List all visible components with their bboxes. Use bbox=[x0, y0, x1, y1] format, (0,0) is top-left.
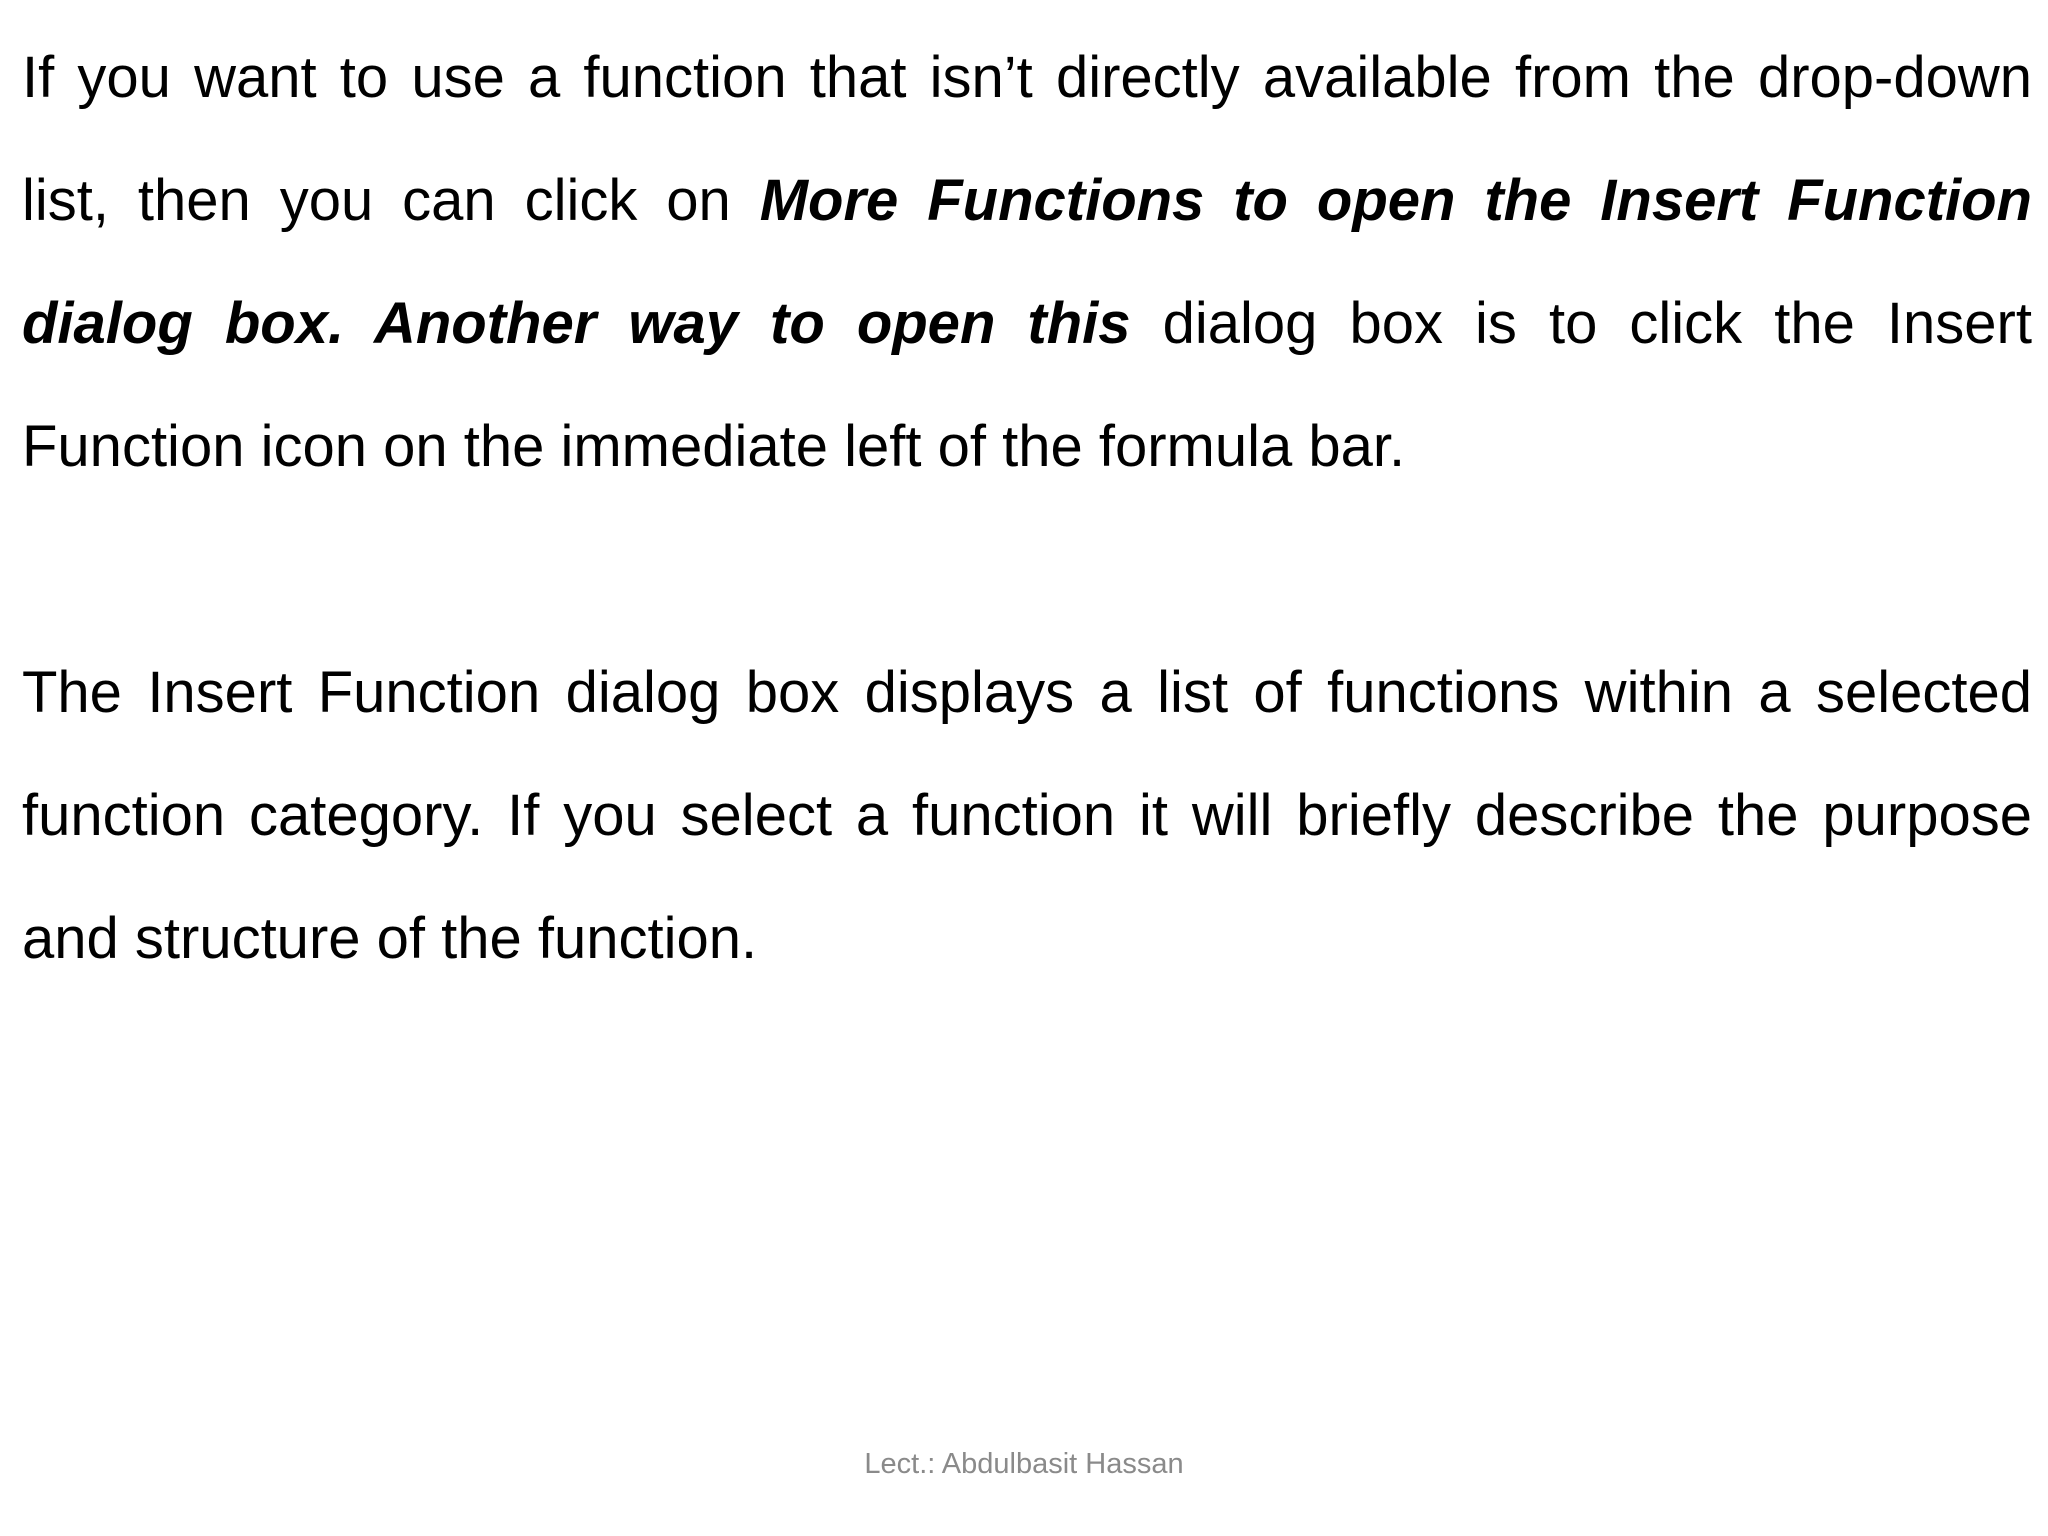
paragraph-2-text: The Insert Function dialog box displays a list of functions within a selected function category. If you select a function it will briefly describe the purpose and structure of the function. bbox=[22, 660, 2032, 971]
paragraph-1-emphasis: More Functions to open the Insert Function dialog box. Another way to open this bbox=[22, 168, 2032, 356]
footer-lecturer: Lect.: Abdulbasit Hassan bbox=[864, 1448, 1184, 1480]
paragraph-1-text-start: If you want to use a function that isn’t directly available from the drop-down list, then you can click on bbox=[22, 45, 2032, 233]
paragraph-1-text-end: dialog box is to click the Insert Function icon on the immediate left of the formula bar. bbox=[22, 291, 2032, 479]
paragraph-insert-function-access bbox=[22, 16, 2032, 508]
slide-body bbox=[22, 16, 2032, 1000]
paragraph-insert-function-dialog bbox=[22, 631, 2032, 1000]
